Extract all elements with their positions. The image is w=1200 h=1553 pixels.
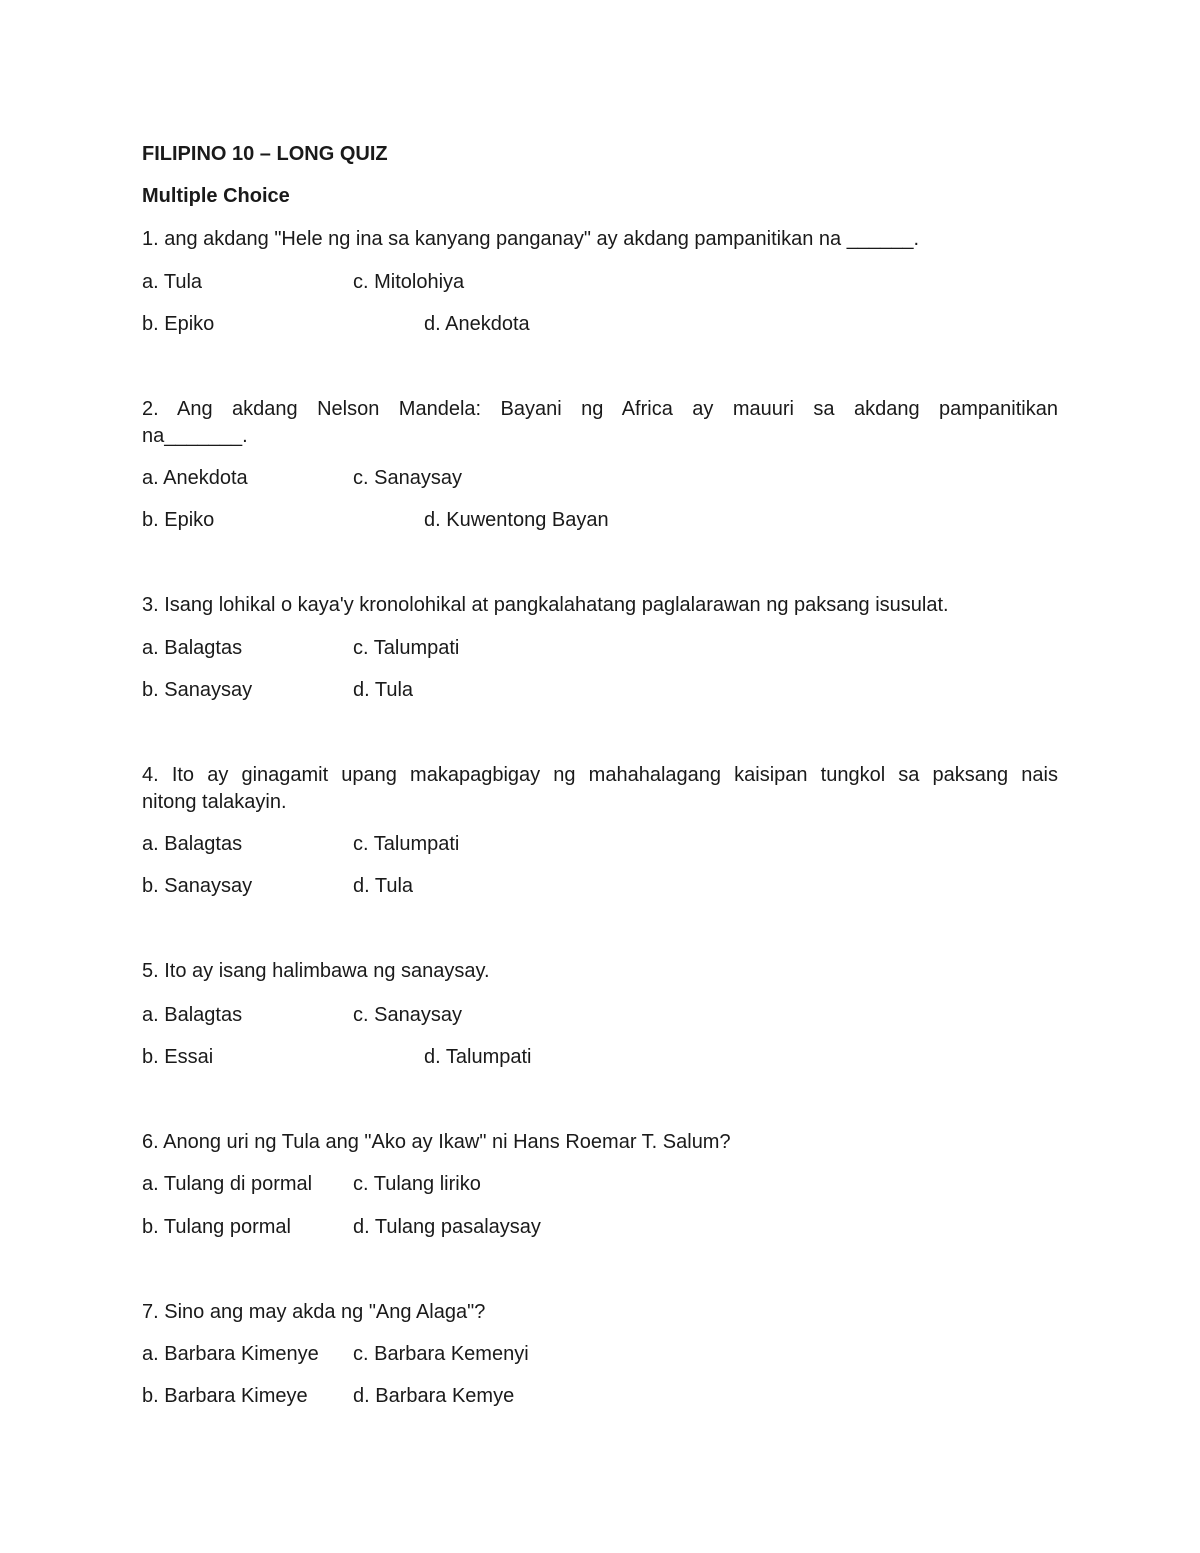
question-text-continued: na_______. (142, 425, 248, 447)
choice-d: d. Tulang pasalaysay (353, 1216, 541, 1238)
question-text: 5. Ito ay isang halimbawa ng sanaysay. (142, 960, 490, 982)
choice-a: a. Balagtas (142, 1004, 243, 1026)
choice-c: c. Talumpati (353, 637, 460, 659)
choice-b: b. Epiko (142, 313, 215, 335)
choice-b: b. Sanaysay (142, 679, 253, 701)
choice-c: c. Mitolohiya (353, 271, 465, 293)
choice-a: a. Barbara Kimenye (142, 1343, 319, 1365)
question-text: 6. Anong uri ng Tula ang "Ako ay Ikaw" ni Hans Roemar T. Salum? (142, 1131, 731, 1153)
choice-d: d. Talumpati (424, 1046, 532, 1068)
choice-d: d. Kuwentong Bayan (424, 509, 609, 531)
choice-a: a. Balagtas (142, 637, 243, 659)
choice-c: c. Barbara Kemenyi (353, 1343, 529, 1365)
question-text-continued: nitong talakayin. (142, 791, 287, 813)
choice-b: b. Sanaysay (142, 875, 253, 897)
choice-d: d. Barbara Kemye (353, 1385, 515, 1407)
choice-c: c. Tulang liriko (353, 1173, 481, 1195)
choice-c: c. Talumpati (353, 833, 460, 855)
question-text: 7. Sino ang may akda ng "Ang Alaga"? (142, 1301, 486, 1323)
question-text: 2. Ang akdang Nelson Mandela: Bayani ng Africa ay mauuri sa akdang pampanitikan (142, 398, 1058, 420)
choice-a: a. Balagtas (142, 833, 243, 855)
choice-a: a. Tula (142, 271, 203, 293)
question-text: 4. Ito ay ginagamit upang makapagbigay ng mahahalagang kaisipan tungkol sa paksang nais (142, 764, 1058, 786)
choice-b: b. Tulang pormal (142, 1216, 291, 1238)
choice-d: d. Tula (353, 679, 414, 701)
choice-d: d. Anekdota (424, 313, 530, 335)
choice-b: b. Epiko (142, 509, 215, 531)
choice-a: a. Anekdota (142, 467, 248, 489)
choice-b: b. Barbara Kimeye (142, 1385, 308, 1407)
choice-c: c. Sanaysay (353, 467, 462, 489)
choice-a: a. Tulang di pormal (142, 1173, 313, 1195)
page-title: FILIPINO 10 – LONG QUIZ (142, 143, 388, 165)
choice-c: c. Sanaysay (353, 1004, 462, 1026)
question-text: 1. ang akdang "Hele ng ina sa kanyang panganay" ay akdang pampanitikan na ______. (142, 228, 920, 250)
choice-b: b. Essai (142, 1046, 214, 1068)
section-heading: Multiple Choice (142, 185, 290, 207)
question-text: 3. Isang lohikal o kaya'y kronolohikal at pangkalahatang paglalarawan ng paksang isusulat. (142, 594, 949, 616)
choice-d: d. Tula (353, 875, 414, 897)
